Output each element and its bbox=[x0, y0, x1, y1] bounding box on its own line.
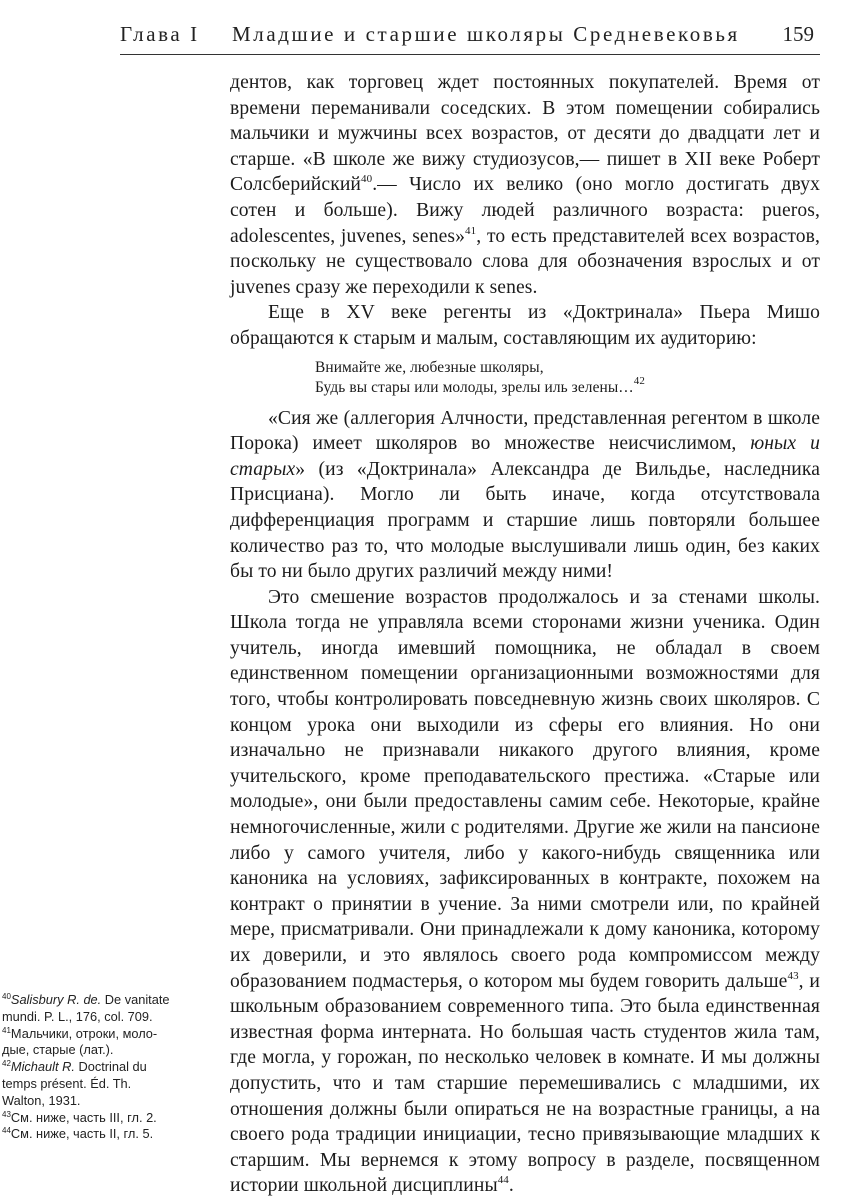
text-run: «Сия же (аллегория Алчности, представленная регентом в школе Порока) имеет школяров во множестве неисчислимом, bbox=[230, 407, 820, 455]
footnote-ref-40[interactable]: 40 bbox=[360, 173, 373, 186]
footnotes bbox=[2, 992, 220, 1143]
verse-quote bbox=[315, 358, 820, 398]
footnote-44: $^{44}$См. ниже, часть II, гл. 5. bbox=[2, 1126, 154, 1142]
text-run: дентов, как торговец ждет постоянных покупателей. Время от времени переманивали соседских. В этом помещении собирались мальчики и мужчины всех возрастов, от десяти до двадцати лет и старше. «В школе же вижу студиозусов,— пишет в XII веке Роберт Солсберийский bbox=[230, 72, 820, 196]
footnote-ref-43[interactable]: 43 bbox=[787, 969, 799, 982]
chapter-label: Глава I bbox=[120, 22, 200, 46]
footnote-41: $^{41}$Мальчики, отроки, моло- bbox=[2, 1025, 158, 1041]
verse-line-1: Внимайте же, любезные школяры, bbox=[315, 358, 544, 376]
verse-line-2 bbox=[315, 374, 820, 398]
footnote-43: $^{43}$См. ниже, часть III, гл. 2. bbox=[2, 1109, 157, 1125]
paragraph-1 bbox=[230, 70, 820, 300]
footnote-42: $^{42}$Michault R. Doctrinal du bbox=[2, 1059, 147, 1075]
running-header bbox=[120, 12, 820, 52]
chapter-title: Младшие и старшие школяры Средневековья bbox=[232, 22, 740, 46]
footnote-42-cont: temps présent. Éd. Th. bbox=[2, 1075, 132, 1091]
footnote-41-cont: дые, старые (лат.). bbox=[2, 1042, 114, 1058]
footnote-ref-44[interactable]: 44 bbox=[497, 1174, 509, 1187]
text-run: » (из «Доктринала» Александра де Вильдье, наследника Присциана). Могло ли быть иначе, когда отсутствовала дифференциация программ и старшие лишь повторяли большее количество раз то, что молодые выслушивали лишь один, без каких бы то ни было других различий между ними! bbox=[230, 458, 820, 583]
text-run: Это смешение возрастов продолжалось и за стенами школы. Школа тогда не управляла всеми сторонами жизни ученика. Один учитель, иногда имевший помощника, не обладал в своем единственном помещении организационными возможностями для того, чтобы контролировать повседневную жизнь своих школяров. С концом урока они выходили из сферы его влияния. Но они изначально не признавали никакого другого влияния, кроме учительского, кроме преподавательского престижа. «Старые или молодые», они были предоставлены самим себе. Некоторые, крайне немногочисленные, жили с родителями. Другие же жили на пансионе либо у самого учителя, либо у какого-нибудь священника или каноника на условиях, зафиксированных в контракте, похожем на контракт о принятии в учение. За ними смотрели или, по крайней мере, присматривали. Они принадлежали к дому каноника, которому их доверили, и это являлось своего рода компромиссом между образованием подмастерья, о котором мы будем говорить дальше bbox=[230, 586, 820, 992]
text-run: , то есть представителей всех возрастов, поскольку не существовало слова для обозначения взрослых и от juvenes сразу же переходили к senes. bbox=[230, 225, 820, 298]
text-run: . bbox=[508, 1175, 514, 1197]
footnote-40: $^{40}$Salisbury R. de. De vanitate bbox=[2, 992, 170, 1007]
paragraph-3 bbox=[230, 406, 820, 585]
footnote-40-cont: mundi. P. L., 176, col. 709. bbox=[2, 1008, 153, 1024]
paragraph-4 bbox=[230, 585, 820, 1199]
footnote-ref-41[interactable]: 41 bbox=[465, 224, 477, 237]
page-number: 159 bbox=[782, 22, 814, 46]
text-run: Будь вы стары или молоды, зрелы иль зелены… bbox=[315, 378, 634, 396]
paragraph-2: Еще в XV веке регенты из «Доктринала» Пьера Мишо обращаются к старым и малым, составляющим их аудиторию: bbox=[230, 302, 820, 349]
main-text bbox=[230, 70, 820, 1199]
header-rule bbox=[120, 54, 820, 55]
text-run: , и школьным образованием современного типа. Это была единственная известная форма интерната. Но большая часть студентов жила там, где могла, у горожан, по несколько человек в комнате. И мы должны допустить, что и там старшие перемешивались с младшими, их отношения должны были опираться не на возрастные границы, а на своего рода традиции инициации, тесно привязывающие младших к старшим. Мы вернемся к этому вопросу в разделе, посвященном истории школьной дисциплины bbox=[230, 970, 820, 1197]
footnote-ref-42[interactable]: 42 bbox=[633, 374, 645, 387]
footnote-42-cont: Walton, 1931. bbox=[2, 1092, 81, 1108]
text-run: .— Число их велико (оно могло достигать двух сотен и больше). Вижу людей различного возраста: pueros, adolescentes, juvenes, senes» bbox=[230, 174, 820, 247]
emphasis: юных и старых bbox=[230, 433, 820, 480]
